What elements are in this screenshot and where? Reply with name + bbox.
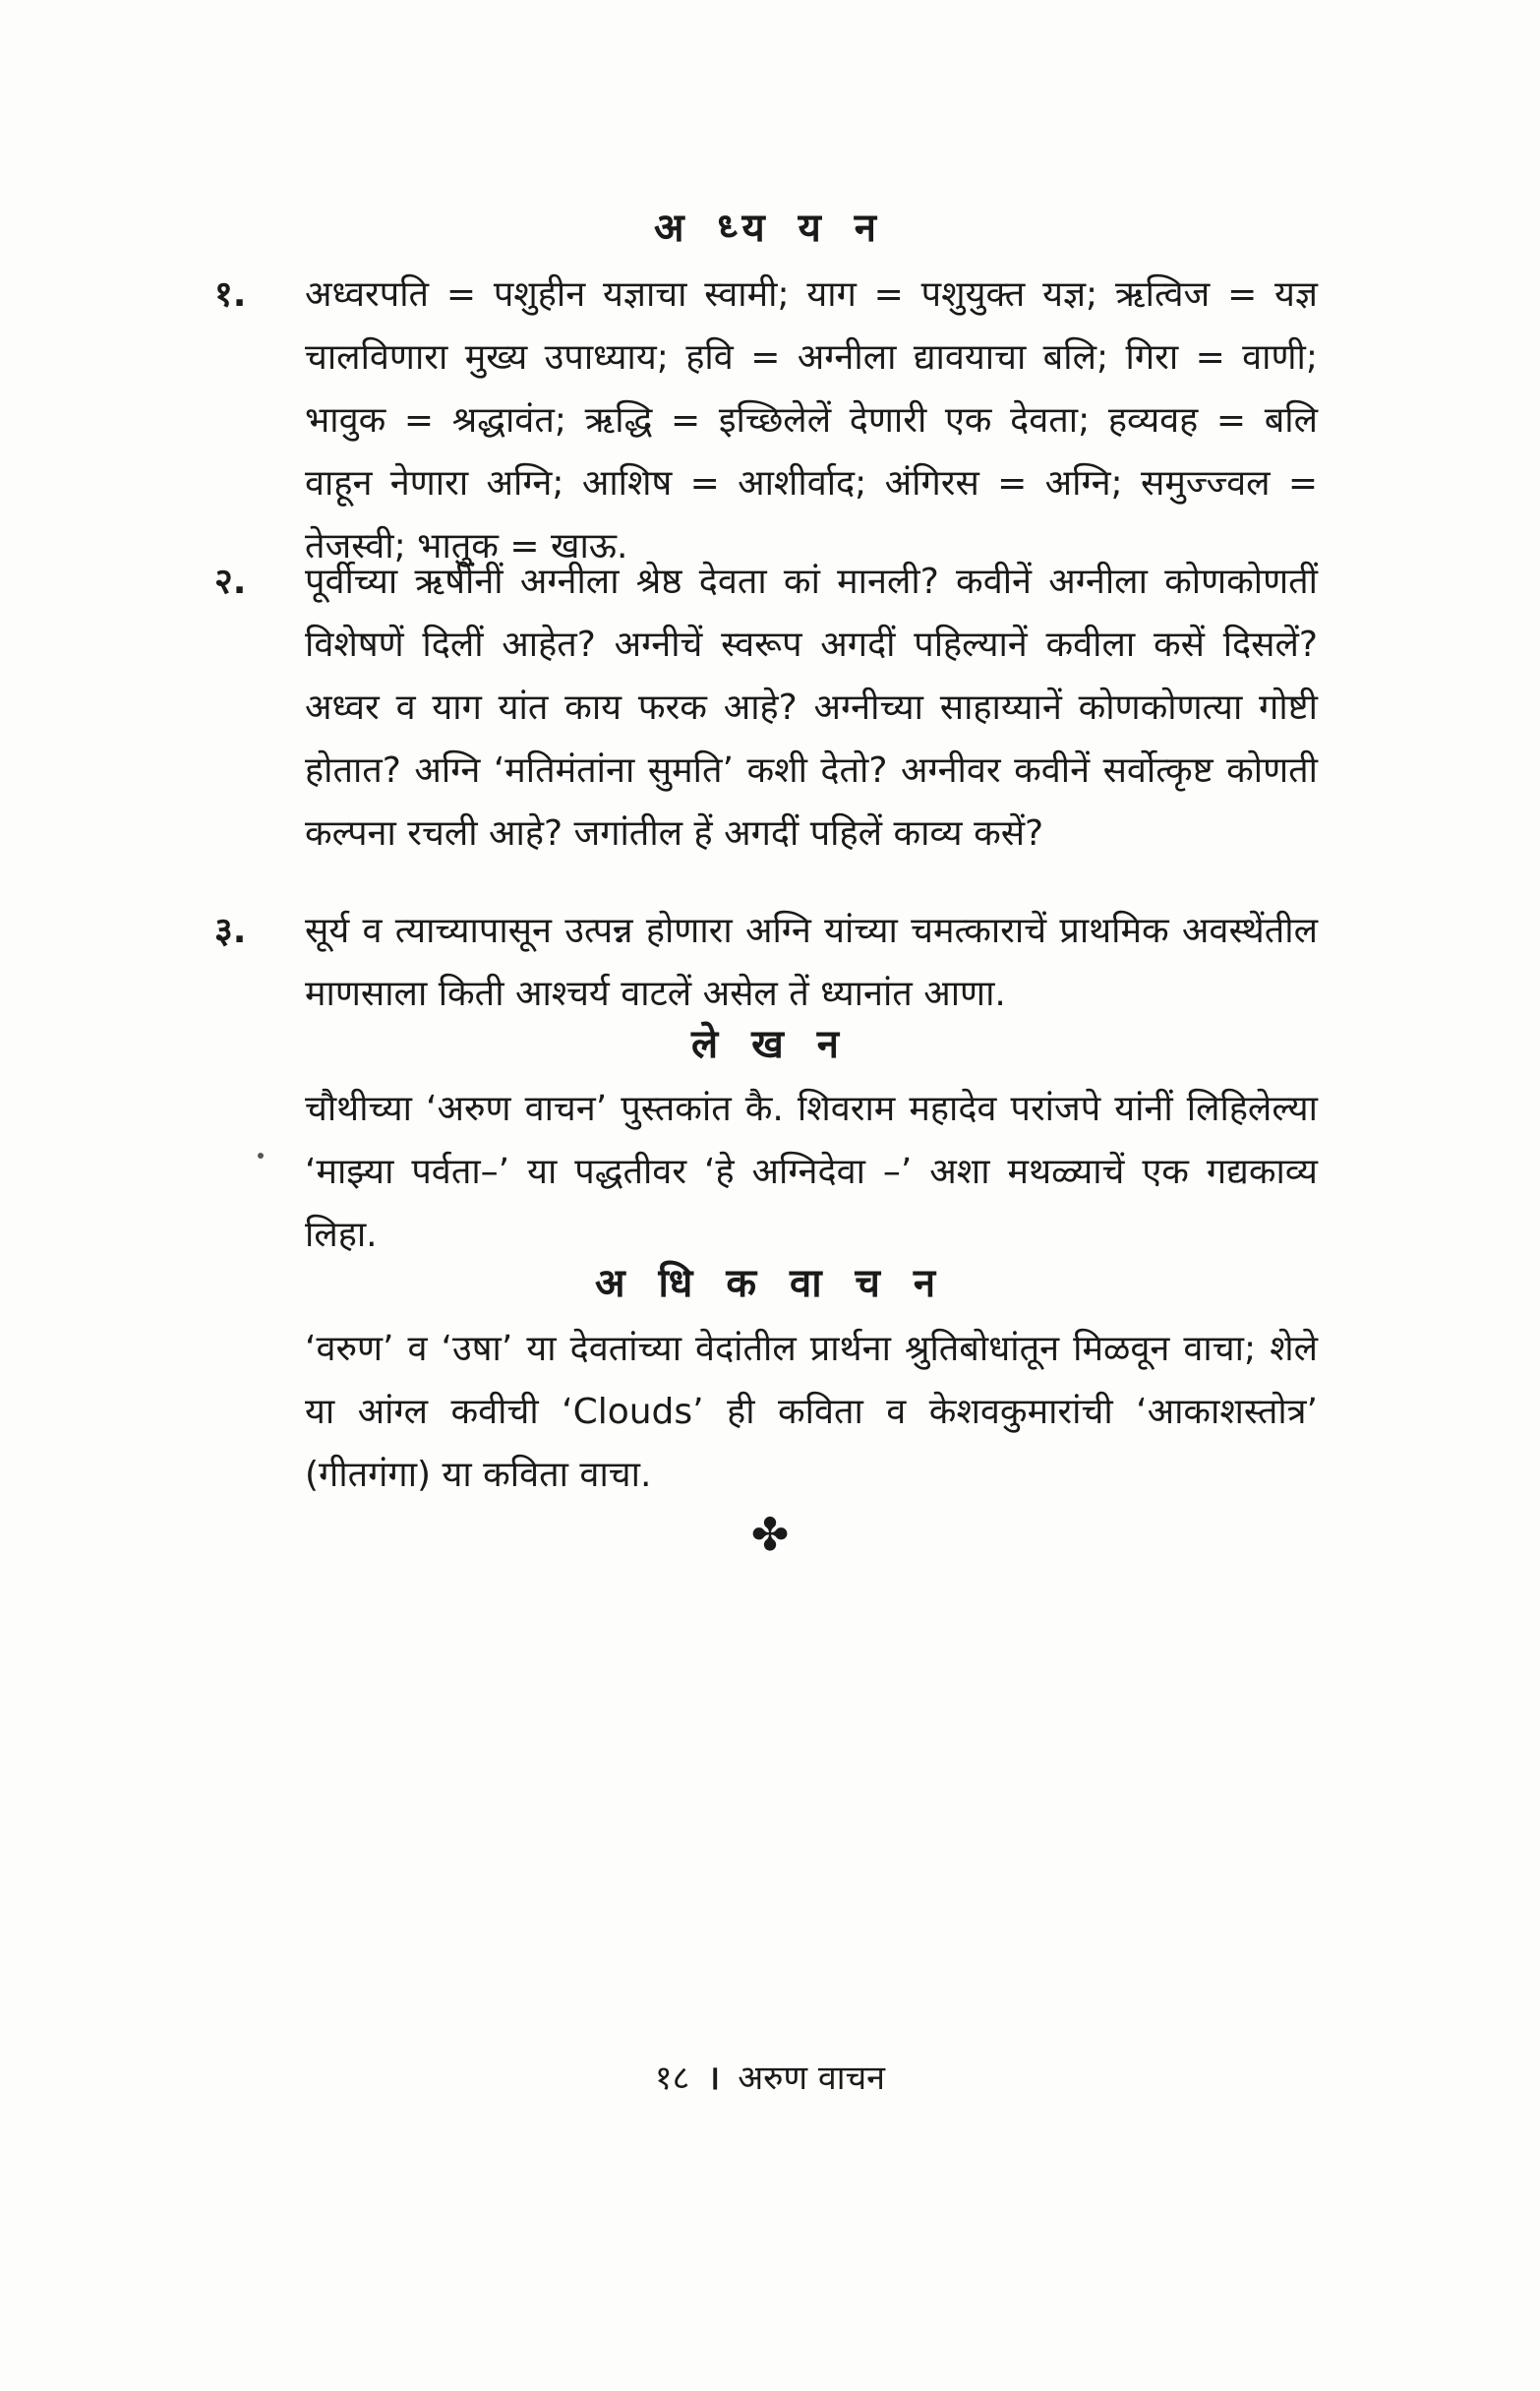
adhyayan-heading: अ ध्य य न [654, 206, 886, 251]
page-number: १८ [654, 2059, 690, 2098]
footer-separator: । [707, 2059, 721, 2098]
question-number: २. [214, 562, 247, 602]
page-footer [0, 2054, 1540, 2103]
lekhan-heading: ले ख न [691, 1022, 849, 1067]
lekhan-paragraph: चौथीच्या ‘अरुण वाचन’ पुस्तकांत कै. शिवराम महादेव परांजपे यांनीं लिहिलेल्या ‘माझ्या पर्वता–’ या पद्धतीवर ‘हे अग्निदेवा –’ अशा मथळ्याचें एक गद्यकाव्य लिहा. [305, 1089, 1318, 1255]
adhik-vachan-paragraph: ‘वरुण’ व ‘उषा’ या देवतांच्या वेदांतील प्रार्थना श्रुतिबोधांतून मिळवून वाचा; शेले या आंग्ल कवीची ‘Clouds’ ही कविता व केशवकुमारांची ‘आकाशस्तोत्र’ (गीतगंगा) या कविता वाचा. [305, 1329, 1318, 1495]
question-text: पूर्वीच्या ऋषींनीं अग्नीला श्रेष्ठ देवता कां मानली? कवीनें अग्नीला कोणकोणतीं विशेषणें दिलीं आहेत? अग्नीचें स्वरूप अगदीं पहिल्यानें कवीला कसें दिसलें? अध्वर व याग यांत काय फरक आहे? अग्नीच्या साहाय्यानें कोणकोणत्या गोष्टी होतात? अग्नि ‘मतिमंतांना सुमति’ कशी देतो? अग्नीवर कवीनें सर्वोत्कृष्ट कोणती कल्पना रचली आहे? जगांतील हें अगदीं पहिलें काव्य कसें? [305, 562, 1318, 854]
adhik-vachan-heading: अ धि क वा च न [594, 1261, 946, 1306]
book-title: अरुण वाचन [738, 2059, 886, 2098]
question-number: ३. [214, 911, 247, 951]
stray-dot [258, 1153, 264, 1159]
question-text: अध्वरपति = पशुहीन यज्ञाचा स्वामी; याग = पशुयुक्त यज्ञ; ऋत्विज = यज्ञ चालविणारा मुख्य उपाध्याय; हवि = अग्नीला द्यावयाचा बलि; गिरा = वाणी; भावुक = श्रद्धावंत; ऋद्धि = इच्छिलेलें देणारी एक देवता; हव्यवह = बलि वाहून नेणारा अग्नि; आशिष = आशीर्वाद; अंगिरस = अग्नि; समुज्ज्वल = तेजस्वी; भातुक = खाऊ. [305, 274, 1318, 567]
ornament-icon: ✤ [750, 1508, 790, 1561]
question-text: सूर्य व त्याच्यापासून उत्पन्न होणारा अग्नि यांच्या चमत्काराचें प्राथमिक अवस्थेंतील माणसाला किती आश्चर्य वाटलें असेल तें ध्यानांत आणा. [305, 911, 1318, 1014]
question-number: १. [214, 274, 247, 315]
